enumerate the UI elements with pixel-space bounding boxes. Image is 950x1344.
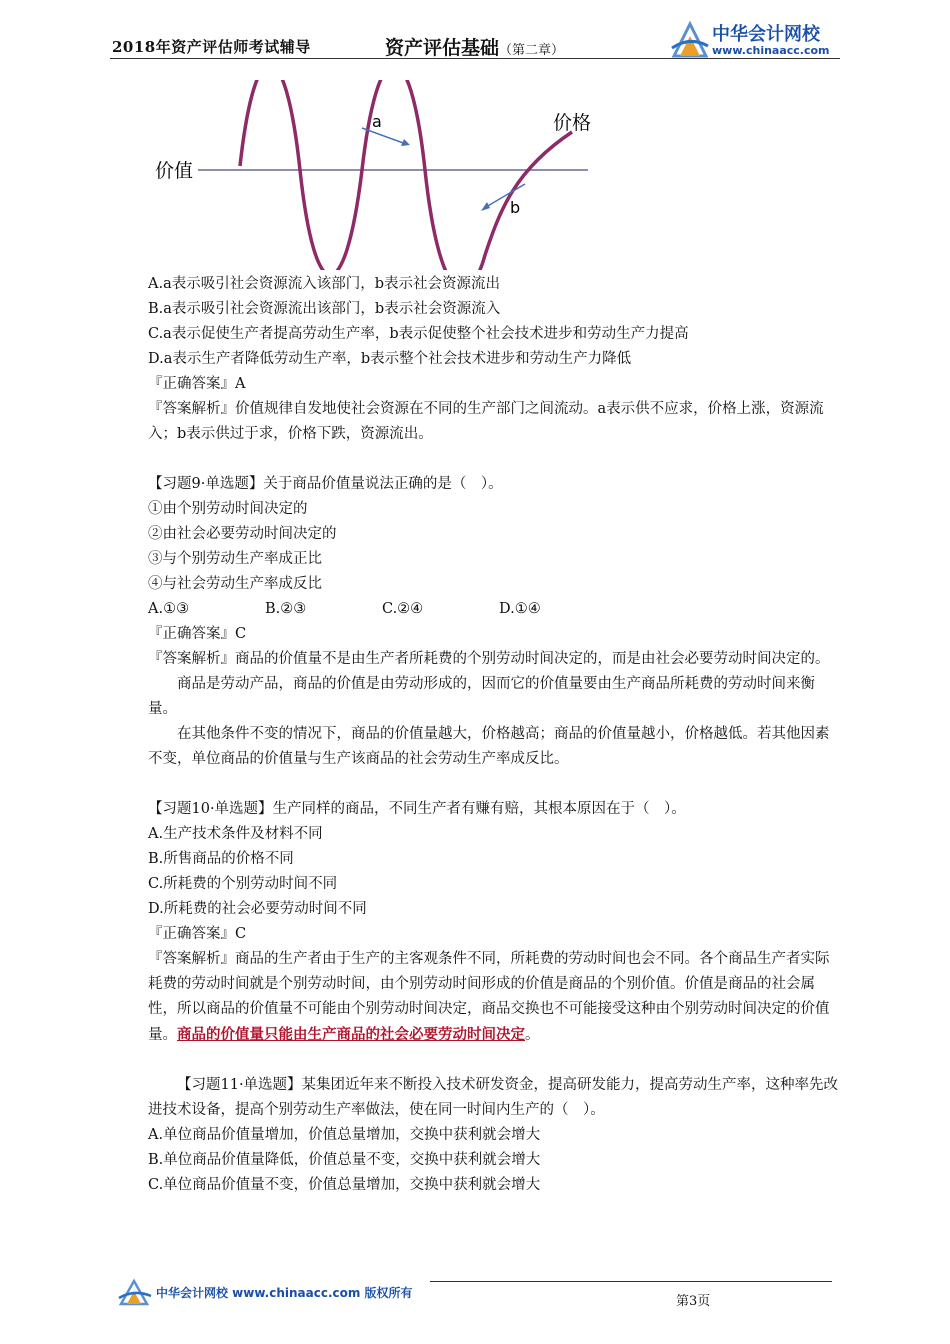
header-rule: [110, 58, 840, 59]
q9-analysis: 『答案解析』商品的价值量不是由生产者所耗费的个别劳动时间决定的，而是由社会必要劳动时间决定的。: [148, 651, 830, 667]
header-exam-title: 2018年资产评估师考试辅导: [112, 38, 311, 56]
q10-answer: 『正确答案』C: [148, 926, 247, 942]
page-header: [0, 0, 950, 70]
q10-option-c: C.所耗费的个别劳动时间不同: [148, 876, 338, 892]
logo-url: www.chinaacc.com: [712, 44, 830, 57]
q8-option-c: C.a表示促使生产者提高劳动生产率，b表示促使整个社会技术进步和劳动生产力提高: [148, 326, 689, 342]
q8-option-d: D.a表示生产者降低劳动生产率，b表示整个社会技术进步和劳动生产力降低: [148, 351, 632, 367]
q8-answer: 『正确答案』A: [148, 376, 246, 392]
q10-analysis: [148, 947, 840, 1048]
q10-title: 【习题10·单选题】生产同样的商品，不同生产者有赚有赔，其根本原因在于（ ）。: [148, 801, 686, 817]
footer-logo-icon: [118, 1278, 154, 1306]
q9-option-a: A.①③: [148, 601, 190, 617]
footer-rule: [430, 1281, 832, 1282]
q9-item-1: ①由个别劳动时间决定的: [148, 501, 308, 517]
value-price-wave-figure: [140, 80, 610, 270]
label-a: a: [372, 112, 382, 131]
q10-analysis-end: 。: [525, 1027, 540, 1043]
q8-option-a: A.a表示吸引社会资源流入该部门，b表示社会资源流出: [148, 276, 501, 292]
page-number: 第3页: [676, 1294, 711, 1309]
q9-item-3: ③与个别劳动生产率成正比: [148, 551, 322, 567]
label-value: 价值: [155, 160, 194, 182]
q11-option-c: C.单位商品价值量不变，价值总量增加，交换中获利就会增大: [148, 1177, 541, 1193]
q9-options: [148, 597, 840, 622]
q9-paragraph-3: 在其他条件不变的情况下，商品的价值量越大，价格越高；商品的价值量越小，价格越低。若其他因素不变，单位商品的价值量与生产该商品的社会劳动生产率成反比。: [148, 726, 830, 767]
document-body: [148, 272, 840, 1198]
q9-option-c: C.②④: [382, 601, 424, 617]
logo-mark-icon: [670, 18, 710, 60]
q11-option-a: A.单位商品价值量增加，价值总量增加，交换中获利就会增大: [148, 1127, 541, 1143]
q9-item-4: ④与社会劳动生产率成反比: [148, 576, 322, 592]
q10-highlight: 商品的价值量只能由生产商品的社会必要劳动时间决定: [177, 1026, 525, 1043]
q9-answer: 『正确答案』C: [148, 626, 247, 642]
label-b: b: [510, 198, 521, 217]
q10-option-a: A.生产技术条件及材料不同: [148, 826, 323, 842]
arrow-b-head-icon: [481, 202, 490, 211]
q9-item-2: ②由社会必要劳动时间决定的: [148, 526, 337, 542]
header-subject: 资产评估基础: [385, 37, 500, 59]
q11-title: 【习题11·单选题】某集团近年来不断投入技术研发资金，提高研发能力，提高劳动生产率，这种率先改进技术设备，提高个别劳动生产率做法，使在同一时间内生产的（ ）。: [148, 1077, 839, 1118]
header-chapter: （第二章）: [499, 43, 565, 58]
q10-analysis-text: 『答案解析』商品的生产者由于生产的主客观条件不同，所耗费的劳动时间也会不同。各个商品生产者实际耗费的劳动时间就是个别劳动时间，由个别劳动时间形成的价值是商品的个别价值。价值是商品的社会属性，所以商品的价值量不可能由个别劳动时间决定，商品交换也不可能接受这种由个别劳动时间决定的价值量。: [148, 951, 830, 1043]
q9-option-d: D.①④: [499, 601, 541, 617]
footer-copyright: 中华会计网校 www.chinaacc.com 版权所有: [156, 1286, 413, 1300]
chinaacc-logo: [670, 18, 850, 62]
q10-option-b: B.所售商品的价格不同: [148, 851, 294, 867]
label-price: 价格: [553, 112, 592, 134]
header-book-title: [385, 33, 564, 60]
arrow-a: [362, 128, 406, 144]
q8-analysis: 『答案解析』价值规律自发地使社会资源在不同的生产部门之间流动。a表示供不应求，价格上涨，资源流入；b表示供过于求，价格下跌，资源流出。: [148, 401, 824, 442]
q9-option-b: B.②③: [265, 601, 307, 617]
price-wave-curve: [240, 80, 572, 270]
logo-name: 中华会计网校: [712, 24, 820, 45]
q10-option-d: D.所耗费的社会必要劳动时间不同: [148, 901, 367, 917]
q8-option-b: B.a表示吸引社会资源流出该部门，b表示社会资源流入: [148, 301, 501, 317]
q11-option-b: B.单位商品价值量降低，价值总量不变，交换中获利就会增大: [148, 1152, 541, 1168]
q9-paragraph-2: 商品是劳动产品，商品的价值是由劳动形成的，因而它的价值量要由生产商品所耗费的劳动时间来衡量。: [148, 676, 815, 717]
q9-title: 【习题9·单选题】关于商品价值量说法正确的是（ ）。: [148, 476, 503, 492]
